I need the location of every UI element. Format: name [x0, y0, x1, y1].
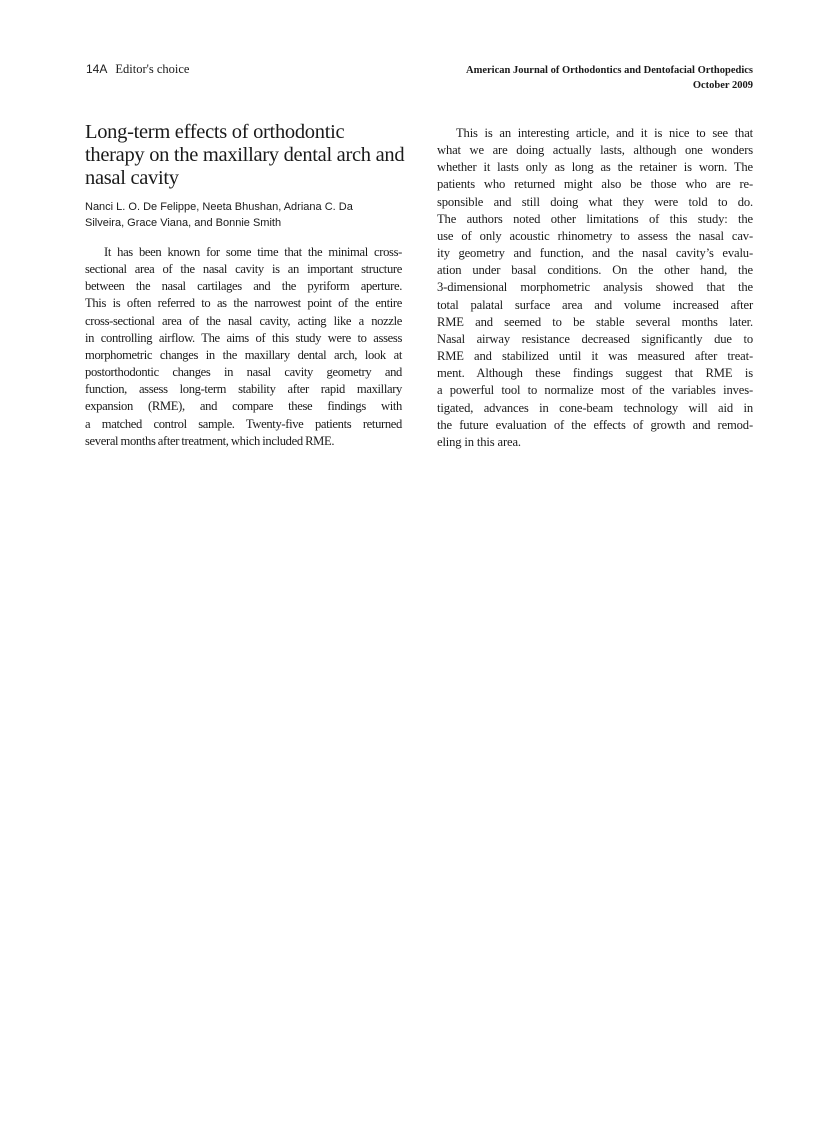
section-label: Editor's choice [115, 62, 190, 76]
text-line: ation under basal conditions. On the other hand, the [437, 263, 753, 278]
text-line: cross-sectional area of the nasal cavity, acting like a nozzle [85, 313, 402, 328]
running-header-right [466, 63, 753, 93]
text-line: ment. Although these findings suggest that RME is [437, 366, 753, 381]
text-line: tigated, advances in cone-beam technology will aid in [437, 400, 753, 415]
author-list [85, 199, 405, 231]
page-number: 14A [86, 62, 108, 76]
text-line: RME and seemed to be stable several months later. [437, 314, 753, 329]
text-line: the future evaluation of the effects of growth and remod- [437, 417, 753, 432]
text-line: whether it lasts only as long as the retainer is worn. The [437, 160, 753, 175]
text-line: sectional area of the nasal cavity is an important structure [85, 262, 402, 277]
text-line: expansion (RME), and compare these findings with [85, 399, 402, 414]
text-line: Nasal airway resistance decreased significantly due to [437, 331, 753, 346]
journal-name: American Journal of Orthodontics and Dentofacial Orthopedics [466, 65, 753, 76]
right-column-text [437, 125, 753, 451]
text-line: between the nasal cartilages and the pyriform aperture. [85, 279, 402, 294]
author-line: Nanci L. O. De Felippe, Neeta Bhushan, Adriana C. Da [85, 201, 353, 213]
text-line: in controlling airflow. The aims of this study were to assess [85, 330, 402, 345]
text-line: patients who returned might also be those who are re- [437, 177, 753, 192]
title-line: nasal cavity [85, 167, 179, 189]
text-line: several months after treatment, which included RME. [85, 433, 335, 448]
text-line: what we are doing actually lasts, although one wonders [437, 143, 753, 158]
text-line: This is an interesting article, and it is nice to see that [456, 126, 753, 140]
text-line: This is often referred to as the narrowest point of the entire [85, 296, 402, 311]
left-column-text [85, 244, 402, 450]
text-line: 3-dimensional morphometric analysis showed that the [437, 280, 753, 295]
issue-date: October 2009 [692, 80, 753, 91]
text-line: ity geometry and function, and the nasal cavity’s evalu- [437, 246, 753, 261]
title-line: therapy on the maxillary dental arch and [85, 144, 405, 166]
left-column [85, 121, 425, 450]
text-line: postorthodontic changes in nasal cavity geometry and [85, 365, 402, 380]
text-line: sponsible and still doing what they were told to do. [437, 194, 753, 209]
text-line: eling in this area. [437, 434, 521, 449]
text-line: use of only acoustic rhinometry to assess the nasal cav- [437, 228, 753, 243]
article-title [85, 121, 425, 190]
text-line: total palatal surface area and volume increased after [437, 297, 753, 312]
title-line: Long-term effects of orthodontic [85, 121, 345, 143]
text-line: a matched control sample. Twenty-five patients returned [85, 416, 402, 431]
text-line: morphometric changes in the maxillary dental arch, look at [85, 347, 402, 362]
text-line: RME and stabilized until it was measured after treat- [437, 349, 753, 364]
author-line: Silveira, Grace Viana, and Bonnie Smith [85, 217, 282, 229]
running-header-left [86, 62, 189, 77]
text-line: It has been known for some time that the minimal cross- [104, 245, 402, 259]
text-line: a powerful tool to normalize most of the variables inves- [437, 383, 753, 398]
text-line: function, assess long-term stability after rapid maxillary [85, 382, 402, 397]
text-line: The authors noted other limitations of this study: the [437, 211, 753, 226]
